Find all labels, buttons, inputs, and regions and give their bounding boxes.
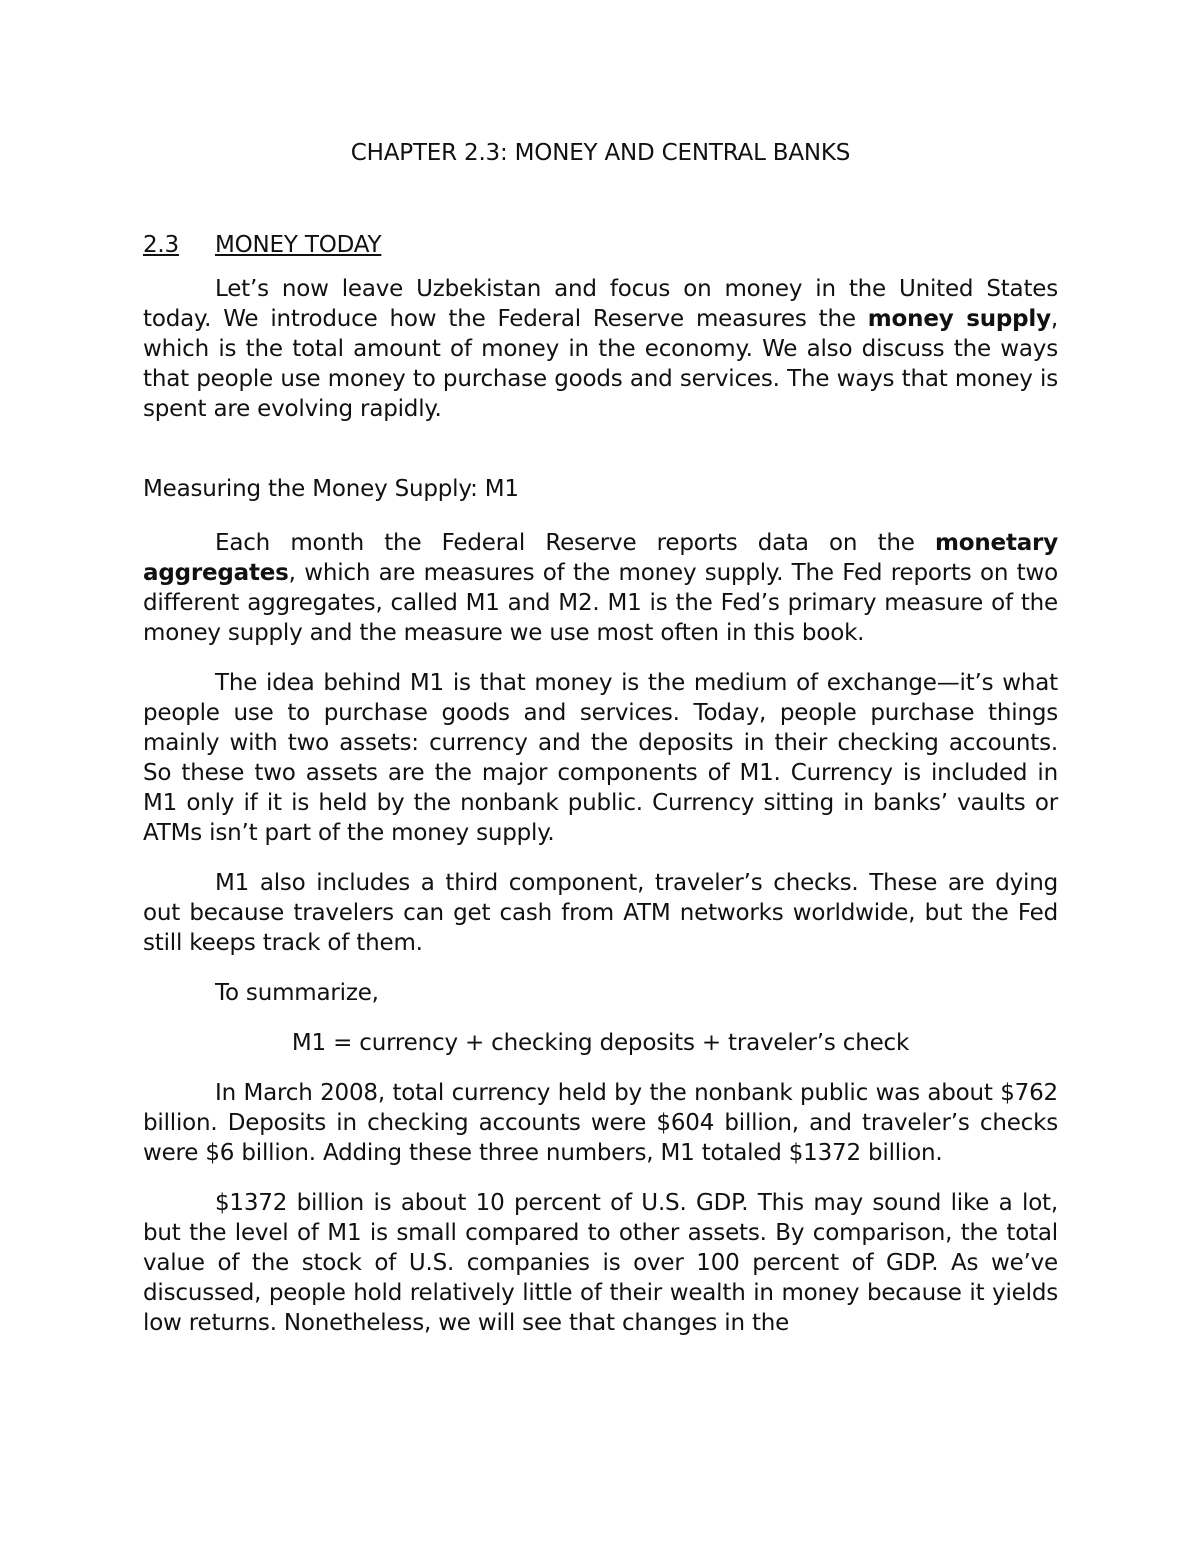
intro-text-1: Let’s now leave Uzbekistan and focus on money in the United States today. We introduce how the Federal Reserve measures the xyxy=(143,276,1058,332)
para1-text-1: Each month the Federal Reserve reports data on the xyxy=(215,530,935,556)
m1-formula: M1 = currency + checking deposits + traveler’s check xyxy=(291,1030,910,1056)
paragraph-march-2008: In March 2008, total currency held by the nonbank public was about $762 billion. Deposits in checking accounts were $604 billion, and traveler’s checks were $6 billion. Adding these three numbers, M1 totaled $1372 billion. xyxy=(143,1080,1058,1166)
section-heading xyxy=(143,230,1058,260)
paragraph-monetary-aggregates xyxy=(143,528,1058,648)
term-monetary-aggregates: monetary aggregates xyxy=(143,530,1058,586)
para1-text-2: , which are measures of the money supply. The Fed reports on two different aggregates, called M1 and M2. M1 is the Fed’s primary measure of the money supply and the measure we use most often in this book. xyxy=(143,560,1058,646)
intro-text-2: , which is the total amount of money in the economy. We also discuss the ways that people use money to purchase goods and services. The ways that money is spent are evolving rapidly. xyxy=(143,306,1058,422)
paragraph-summarize: To summarize, xyxy=(215,980,379,1006)
intro-paragraph xyxy=(143,274,1058,424)
document-page xyxy=(143,138,1058,1338)
paragraph-idea-behind-m1: The idea behind M1 is that money is the medium of exchange—it’s what people use to purchase goods and services. Today, people purchase things mainly with two assets: currency and the deposits in their checking accounts. So these two assets are the major components of M1. Currency is included in M1 only if it is held by the nonbank public. Currency sitting in banks’ vaults or ATMs isn’t part of the money supply. xyxy=(143,670,1058,846)
section-title: MONEY TODAY xyxy=(215,232,382,258)
subheading-measuring-m1: Measuring the Money Supply: M1 xyxy=(143,476,519,502)
paragraph-gdp-comparison: $1372 billion is about 10 percent of U.S. GDP. This may sound like a lot, but the level of M1 is small compared to other assets. By comparison, the total value of the stock of U.S. companies is over 100 percent of GDP. As we’ve discussed, people hold relatively little of their wealth in money because it yields low returns. Nonetheless, we will see that changes in the xyxy=(143,1190,1058,1336)
term-money-supply: money supply xyxy=(867,306,1051,332)
paragraph-travelers-checks: M1 also includes a third component, traveler’s checks. These are dying out because travelers can get cash from ATM networks worldwide, but the Fed still keeps track of them. xyxy=(143,870,1058,956)
section-number: 2.3 xyxy=(143,232,179,258)
chapter-title: CHAPTER 2.3: MONEY AND CENTRAL BANKS xyxy=(350,140,851,166)
